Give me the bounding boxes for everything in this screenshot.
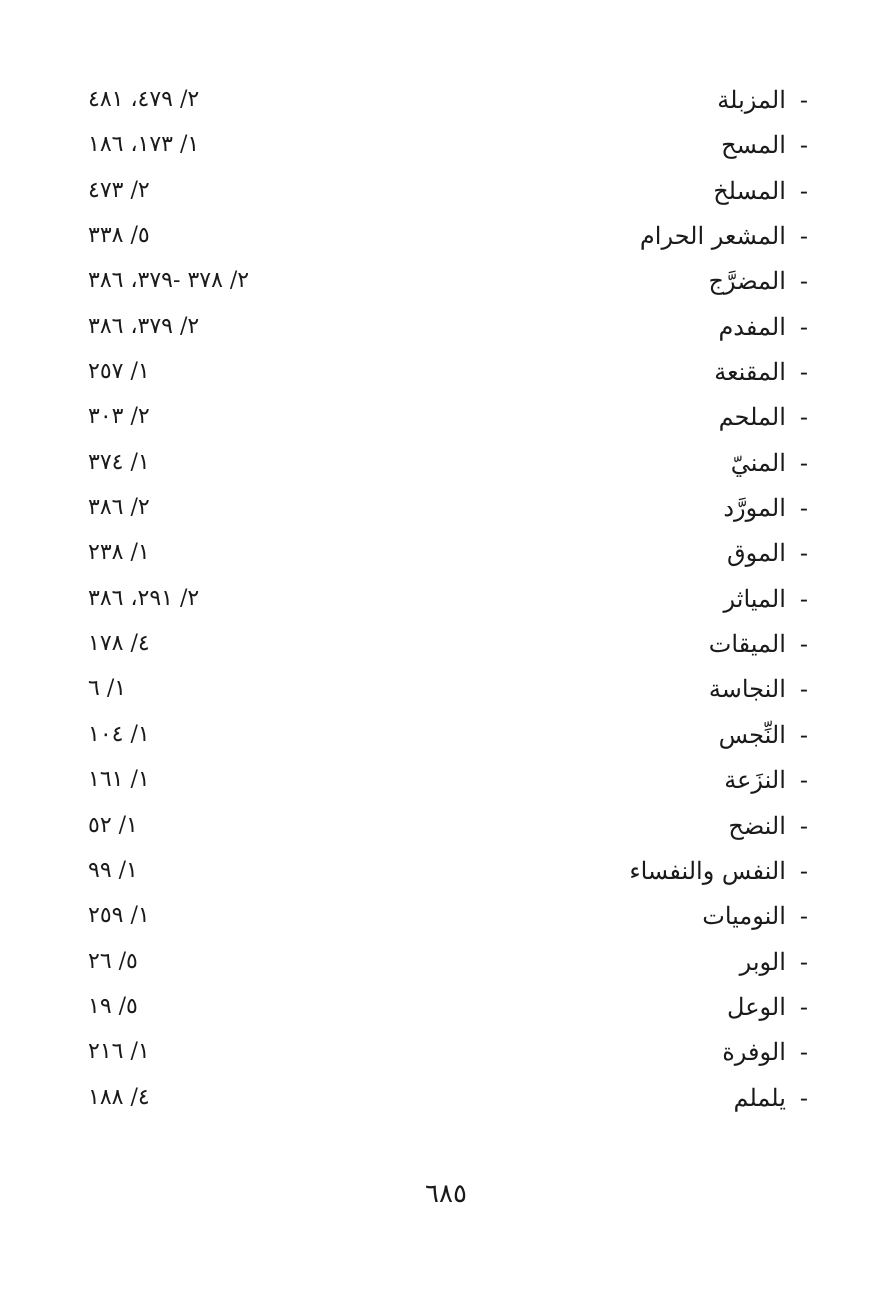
index-term: [717, 80, 808, 120]
entry-dash: -: [799, 358, 808, 387]
index-entry: [88, 983, 808, 1028]
index-references: ١/ ١٠٤: [88, 721, 150, 747]
term-text: النوميات: [702, 902, 786, 931]
index-term: [640, 216, 808, 256]
index-references: ٢/ ٣٧٩، ٣٨٦: [88, 313, 200, 339]
index-references: ١/ ٢٣٨: [88, 540, 150, 566]
index-entry: [88, 1028, 808, 1073]
index-references: ٢/ ٣٠٣: [88, 404, 150, 430]
index-references: ١/ ٢١٦: [88, 1039, 150, 1065]
entry-dash: -: [799, 222, 808, 251]
entry-dash: -: [799, 312, 808, 341]
term-text: المشعر الحرام: [639, 222, 786, 251]
term-text: النضح: [728, 811, 786, 840]
index-entry: [88, 575, 808, 620]
index-term: [728, 806, 808, 846]
entry-dash: -: [799, 720, 808, 749]
index-references: ٢/ ٤٧٣: [88, 177, 150, 203]
index-term: [724, 760, 808, 800]
index-entry: [88, 121, 808, 166]
index-entry: [88, 847, 808, 892]
entry-dash: -: [799, 176, 808, 205]
index-entry: [88, 76, 808, 121]
index-references: ٥/ ٣٣٨: [88, 223, 150, 249]
term-text: الميقات: [708, 630, 786, 659]
entry-dash: -: [799, 267, 808, 296]
index-references: ١/ ٥٢: [88, 812, 138, 838]
term-text: يلملم: [733, 1083, 786, 1112]
index-term: [718, 307, 808, 347]
term-text: المسلخ: [713, 176, 786, 205]
entry-dash: -: [799, 856, 808, 885]
index-term: [740, 942, 808, 982]
term-text: المفدم: [718, 312, 786, 341]
entry-dash: -: [799, 1038, 808, 1067]
index-term: [709, 669, 808, 709]
index-entry: [88, 938, 808, 983]
index-references: ٢/ ٤٧٩، ٤٨١: [88, 87, 200, 112]
index-entry: [88, 529, 808, 574]
entry-dash: -: [799, 86, 808, 114]
index-entry: [88, 892, 808, 937]
term-text: المنيّ: [730, 448, 786, 477]
term-text: المضرَّج: [708, 267, 786, 296]
index-entry: [88, 393, 808, 438]
index-term: [709, 624, 808, 664]
term-text: النِّجس: [718, 720, 786, 749]
index-term: [629, 851, 808, 891]
index-references: ١/ ٢٥٩: [88, 903, 150, 929]
term-text: الملحم: [718, 403, 786, 432]
index-term: [724, 579, 808, 619]
entry-dash: -: [799, 902, 808, 931]
index-term: [719, 715, 808, 755]
entry-dash: -: [799, 494, 808, 523]
index-references: ٢/ ٢٩١، ٣٨٦: [88, 585, 200, 611]
term-text: المورَّد: [723, 494, 786, 523]
index-entry: [88, 756, 808, 801]
index-term: [702, 896, 808, 936]
index-term: [733, 1078, 808, 1118]
entry-dash: -: [799, 811, 808, 840]
index-references: ٥/ ١٩: [88, 993, 138, 1019]
index-term: [719, 397, 808, 437]
index-entry: [88, 620, 808, 665]
index-entry: [88, 484, 808, 529]
term-text: الوعل: [727, 992, 786, 1021]
index-entry: [88, 348, 808, 393]
entry-dash: -: [799, 448, 808, 477]
term-text: النفس والنفساء: [629, 856, 786, 885]
entry-dash: -: [799, 403, 808, 432]
entry-dash: -: [799, 131, 808, 160]
term-text: الوفرة: [722, 1038, 786, 1067]
entry-dash: -: [799, 675, 808, 704]
entry-dash: -: [799, 584, 808, 613]
index-references: ١/ ٣٧٤: [88, 449, 150, 475]
term-text: النزَعة: [724, 766, 786, 795]
index-term: [727, 987, 808, 1027]
index-references: ٥/ ٢٦: [88, 948, 138, 974]
index-term: [708, 261, 808, 301]
index-entry: [88, 439, 808, 484]
term-text: المسح: [721, 131, 786, 160]
index-term: [721, 125, 808, 165]
index-list: [88, 76, 808, 1119]
index-entry: [88, 1074, 808, 1119]
index-references: ١/ ٢٥٧: [88, 359, 150, 385]
index-references: ١/ ١٦١: [88, 767, 150, 793]
index-term: [723, 488, 808, 528]
index-entry: [88, 802, 808, 847]
term-text: الوبر: [739, 947, 786, 976]
term-text: النجاسة: [708, 675, 786, 704]
term-text: المقنعة: [714, 358, 786, 387]
index-entry: [88, 257, 808, 302]
index-term: [713, 171, 808, 211]
term-text: المزبلة: [717, 86, 786, 114]
page-number: ٦٨٥: [425, 1179, 467, 1209]
index-term: [731, 443, 808, 483]
index-entry: [88, 167, 808, 212]
index-references: ٢/ ٣٨٦: [88, 495, 150, 521]
entry-dash: -: [799, 539, 808, 568]
index-references: ٢/ ٣٧٨ -٣٧٩، ٣٨٦: [88, 268, 250, 294]
index-term: [727, 533, 808, 573]
entry-dash: -: [799, 1083, 808, 1112]
index-references: ١/ ٩٩: [88, 857, 138, 883]
index-references: ٤/ ١٨٨: [88, 1084, 150, 1110]
term-text: المياثر: [723, 584, 786, 613]
index-references: ١/ ٦: [88, 676, 127, 702]
index-entry: [88, 711, 808, 756]
index-entry: [88, 212, 808, 257]
entry-dash: -: [799, 630, 808, 659]
index-entry: [88, 665, 808, 710]
index-references: ٤/ ١٧٨: [88, 631, 150, 657]
term-text: الموق: [727, 539, 786, 568]
index-term: [714, 352, 808, 392]
index-entry: [88, 303, 808, 348]
entry-dash: -: [799, 766, 808, 795]
index-references: ١/ ١٧٣، ١٨٦: [88, 132, 200, 158]
index-term: [722, 1032, 808, 1072]
entry-dash: -: [799, 947, 808, 976]
entry-dash: -: [799, 992, 808, 1021]
